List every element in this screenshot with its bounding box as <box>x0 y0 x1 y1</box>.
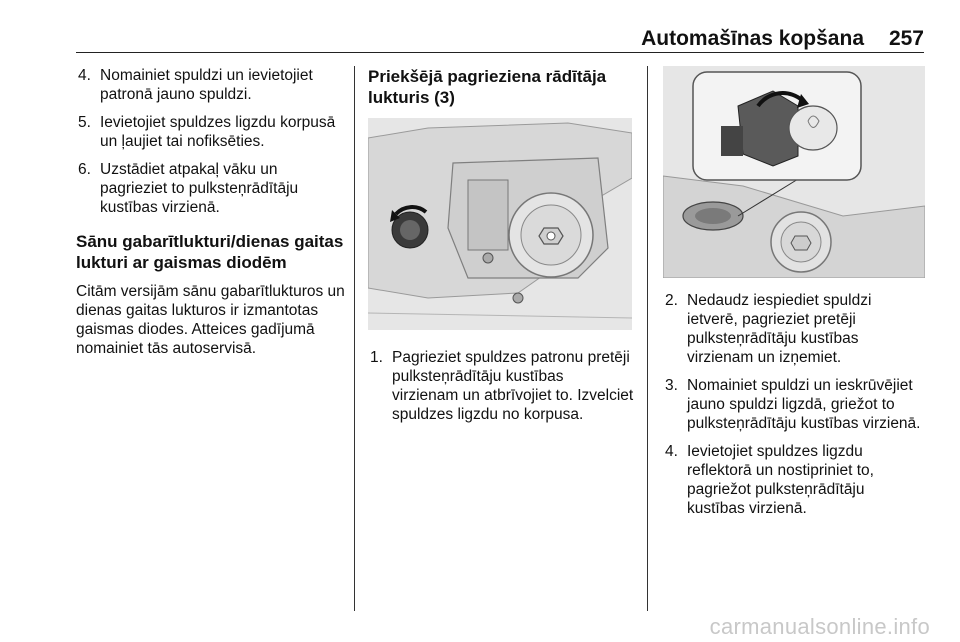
step-text: Nomainiet spuldzi un ieskrūvējiet jauno spuldzi ligzdā, griežot to pulksteņrādītāju kustības virzienā. <box>687 377 921 432</box>
headlamp-illustration-graphic <box>368 118 632 330</box>
step-number: 2. <box>665 292 678 309</box>
column-3 <box>663 66 925 527</box>
step-item <box>76 160 346 217</box>
step-item <box>76 113 346 151</box>
step-text: Ievietojiet spuldzes ligzdu korpusā un ļaujiet tai nofiksēties. <box>100 114 336 150</box>
step-number: 4. <box>78 67 91 84</box>
step-item <box>76 66 346 104</box>
step-number: 6. <box>78 161 91 178</box>
step-item <box>663 376 925 433</box>
step-list-2 <box>368 348 634 424</box>
section-heading-turn-signal: Priekšējā pagrieziena rādītāja lukturis (3) <box>368 67 607 107</box>
step-text: Nomainiet spuldzi un ievietojiet patronā jauno spuldzi. <box>100 67 313 103</box>
step-text: Ievietojiet spuldzes ligzdu reflektorā un nostipriniet to, pagriežot pulksteņrādītāju kustības virzienā. <box>687 443 874 517</box>
section-heading-led: Sānu gabarītlukturi/dienas gaitas lukturi ar gaismas diodēm <box>76 232 344 272</box>
step-item <box>663 291 925 367</box>
section-paragraph: Citām versijām sānu gabarītlukturos un dienas gaitas lukturos ir izmantotas gaismas diodes. Atteices gadījumā nomainiet tās autoservisā. <box>76 283 345 357</box>
step-number: 3. <box>665 377 678 394</box>
page-number: 257 <box>888 27 924 50</box>
step-list-3 <box>663 291 925 518</box>
headlamp-bulb-socket-illustration <box>368 118 632 330</box>
page-header <box>76 28 924 53</box>
step-number: 1. <box>370 349 383 366</box>
step-number: 5. <box>78 114 91 131</box>
step-text: Uzstādiet atpakaļ vāku un pagrieziet to pulksteņrādītāju kustības virzienā. <box>100 161 299 216</box>
column-2 <box>368 66 634 433</box>
page-title: Automašīnas kopšana <box>641 27 864 50</box>
column-divider-right <box>647 66 648 611</box>
bulb-illustration-graphic <box>663 66 925 278</box>
bulb-removal-illustration <box>663 66 925 278</box>
column-1 <box>76 66 346 358</box>
step-text: Nedaudz iespiediet spuldzi ietverē, pagrieziet pretēji pulksteņrādītāju kustības virzienam un izņemiet. <box>687 292 872 366</box>
step-item <box>368 348 634 424</box>
step-number: 4. <box>665 443 678 460</box>
step-list-1 <box>76 66 346 217</box>
step-item <box>663 442 925 518</box>
column-divider-left <box>354 66 355 611</box>
step-text: Pagrieziet spuldzes patronu pretēji pulksteņrādītāju kustības virzienam un atbrīvojiet to. Izvelciet spuldzes ligzdu no korpusa. <box>392 349 634 423</box>
watermark-text: carmanualsonline.info <box>709 614 930 639</box>
